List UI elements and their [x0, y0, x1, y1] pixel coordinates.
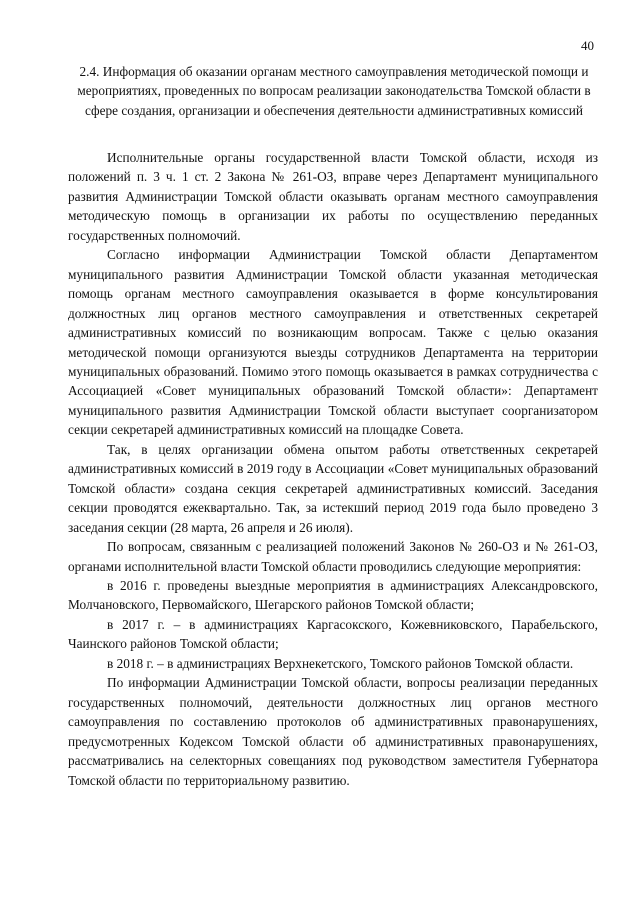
paragraph-secretaries-section: Так, в целях организации обмена опытом работы ответственных секретарей административных комиссий в 2019 году в Ассоциации «Совет муниципальных образований Томской области» создана секция секретарей административных комиссий. Заседания секции проводятся ежеквартально. Так, за истекший период 2019 года было проведено 3 заседания секции (28 марта, 26 апреля и 26 июля).	[68, 441, 598, 535]
paragraph-methodical-help-right: Исполнительные органы государственной власти Томской области, исходя из положений п. 3 ч. 1 ст. 2 Закона № 261-ОЗ, вправе через Департамент муниципального развития Администрации Томской области оказывать органам местного самоуправления методическую помощь в организации их работы по осуществлению переданных государственных полномочий.	[68, 150, 598, 243]
paragraph-events-2017: в 2017 г. – в администрациях Каргасокского, Кожевниковского, Парабельского, Чаинского районов Томской области;	[68, 616, 598, 652]
page-number: 40	[581, 38, 594, 53]
paragraph-events-2016: в 2016 г. проведены выездные мероприятия в администрациях Александровского, Молчановского, Первомайского, Шегарского районов Томской области;	[68, 577, 598, 613]
document-body	[68, 148, 598, 790]
paragraph-consulting-form: Согласно информации Администрации Томской области Департаментом муниципального развития Администрации Томской области указанная методическая помощь органам местного самоуправления оказывается в форме консультирования должностных лиц органов местного самоуправления и ответственных секретарей административных комиссий по возникающим вопросам. Также с целью оказания методической помощи организуются выезды сотрудников Департамента на территории муниципальных образований. Помимо этого помощь оказывается в рамках сотрудничества с Ассоциацией «Совет муниципальных образований Томской области»: Департамент муниципального развития Администрации Томской области выступает соорганизатором секции секретарей административных комиссий на площадке Совета.	[68, 247, 598, 438]
paragraph-events-intro: По вопросам, связанным с реализацией положений Законов № 260-ОЗ и № 261-ОЗ, органами исполнительной власти Томской области проводились следующие мероприятия:	[68, 539, 598, 574]
section-heading: 2.4. Информация об оказании органам местного самоуправления методической помощи и мероприятиях, проведенных по вопросам реализации законодательства Томской области в сфере создания, организации и обеспечения деятельности административных комиссий	[77, 64, 591, 118]
paragraph-events-2018: в 2018 г. – в администрациях Верхнекетского, Томского районов Томской области.	[107, 655, 574, 671]
paragraph-selector-meetings: По информации Администрации Томской области, вопросы реализации переданных государственных полномочий, деятельности должностных лиц органов местного самоуправления по составлению протоколов об административных правонарушениях, предусмотренных Кодексом Томской области об административных правонарушениях, рассматривались на селекторных совещаниях под руководством заместителя Губернатора Томской области по территориальному развитию.	[68, 675, 598, 788]
